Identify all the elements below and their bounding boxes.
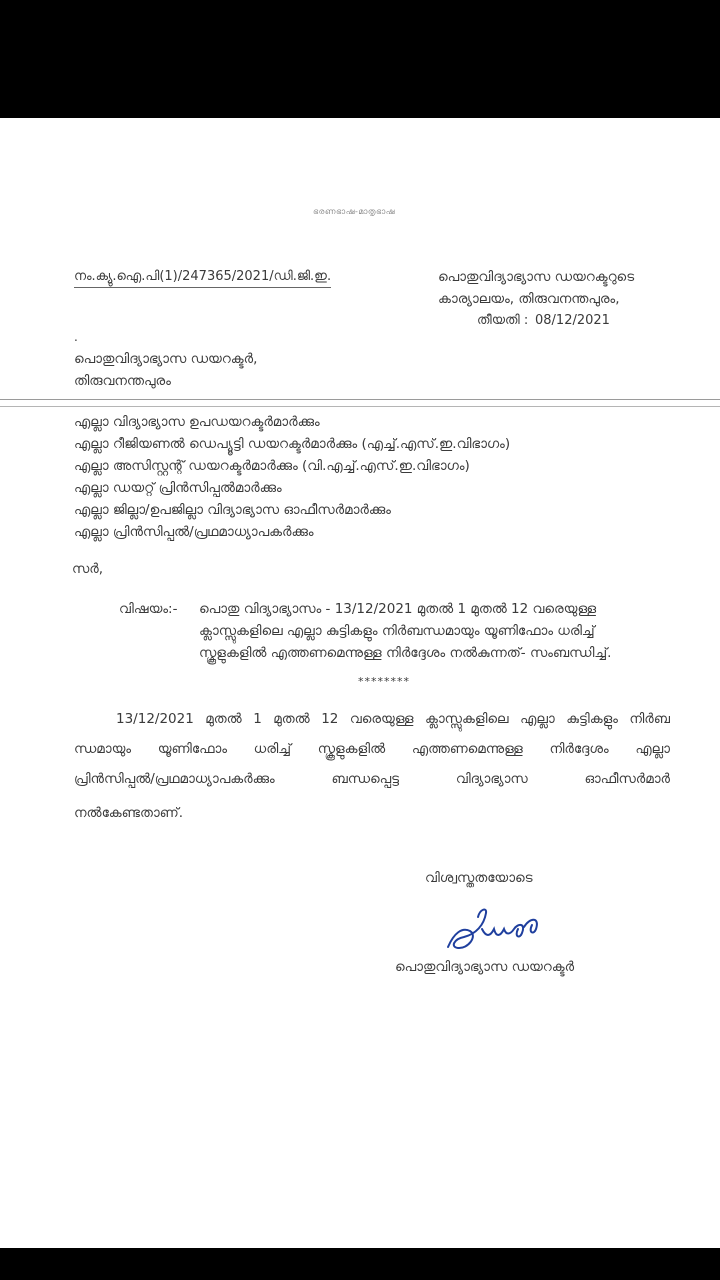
letter-page xyxy=(0,118,720,1248)
recipient-line: എല്ലാ ഡയറ്റ് പ്രിൻസിപ്പൽമാർക്കും xyxy=(74,480,282,496)
separator: ******** xyxy=(358,675,410,688)
office-line-2: കാര്യാലയം, തിരുവനന്തപുരം, xyxy=(438,291,620,307)
reference-number: നം.ക്യു.ഐ.പി(1)/247365/2021/ഡി.ജി.ഇ. xyxy=(74,268,331,288)
subject-line: ക്ലാസ്സുകളിലെ എല്ലാ കുട്ടികളും നിർബന്ധമായും യൂണിഫോം ധരിച്ച് xyxy=(199,623,595,639)
recipient-line: എല്ലാ ജില്ലാ/ഉപജില്ലാ വിദ്യാഭ്യാസ ഓഫീസർമാർക്കും xyxy=(74,502,391,518)
subject-label: വിഷയം:- xyxy=(119,601,178,617)
body-line: ന്ധമായും യൂണിഫോം ധരിച്ച് സ്കൂളുകളിൽ എത്തണമെന്നുള്ള നിർദ്ദേശം എല്ലാ xyxy=(74,741,670,757)
body-line: 13/12/2021 മുതൽ 1 മുതൽ 12 വരെയുള്ള ക്ലാസ്സുകളിലെ എല്ലാ കുട്ടികളും നിർബ xyxy=(116,711,670,727)
subject-line: പൊതു വിദ്യാഭ്യാസം - 13/12/2021 മുതൽ 1 മുതൽ 12 വരെയുള്ള xyxy=(199,601,597,617)
recipient-line: എല്ലാ റീജിയണൽ ഡെപ്യൂട്ടി ഡയറക്ടർമാർക്കും (എച്ച്.എസ്.ഇ.വിഭാഗം) xyxy=(74,436,511,452)
recipient-line: എല്ലാ അസിസ്റ്റന്റ് ഡയറക്ടർമാർക്കും (വി.എച്ച്.എസ്.ഇ.വിഭാഗം) xyxy=(74,458,470,474)
signatory-title: പൊതുവിദ്യാഭ്യാസ ഡയറക്ടർ xyxy=(395,959,575,975)
office-line-1: പൊതുവിദ്യാഭ്യാസ ഡയറക്ടറുടെ xyxy=(438,269,635,285)
closing-yours: വിശ്വസ്തതയോടെ xyxy=(425,870,533,886)
body-line: പ്രിൻസിപ്പൽ/പ്രഥമാധ്യാപകർക്കും ബന്ധപ്പെട്ട വിദ്യാഭ്യാസ ഓഫീസർമാർ xyxy=(74,771,670,787)
date-label: തീയതി : xyxy=(477,313,529,328)
divider-line-second xyxy=(0,406,720,407)
sender-mark: . xyxy=(74,330,78,344)
body-line: നൽകേണ്ടതാണ്. xyxy=(74,805,184,821)
sender-line-2: തിരുവനന്തപുരം xyxy=(74,373,171,389)
date-value: 08/12/2021 xyxy=(535,313,610,328)
signature-icon xyxy=(440,903,550,958)
divider-line xyxy=(0,399,720,400)
subject-line: സ്കൂളുകളിൽ എത്തണമെന്നുള്ള നിർദ്ദേശം നൽകുന്നത്- സംബന്ധിച്ച്. xyxy=(199,645,612,661)
motto: ഭരണഭാഷ-മാതൃഭാഷ xyxy=(313,207,396,216)
sender-line-1: പൊതുവിദ്യാഭ്യാസ ഡയറക്ടർ, xyxy=(74,351,258,367)
recipient-line: എല്ലാ പ്രിൻസിപ്പൽ/പ്രഥമാധ്യാപകർക്കും xyxy=(74,524,314,540)
salutation: സർ, xyxy=(72,561,104,577)
recipient-line: എല്ലാ വിദ്യാഭ്യാസ ഉപഡയറക്ടർമാർക്കും xyxy=(74,414,320,430)
